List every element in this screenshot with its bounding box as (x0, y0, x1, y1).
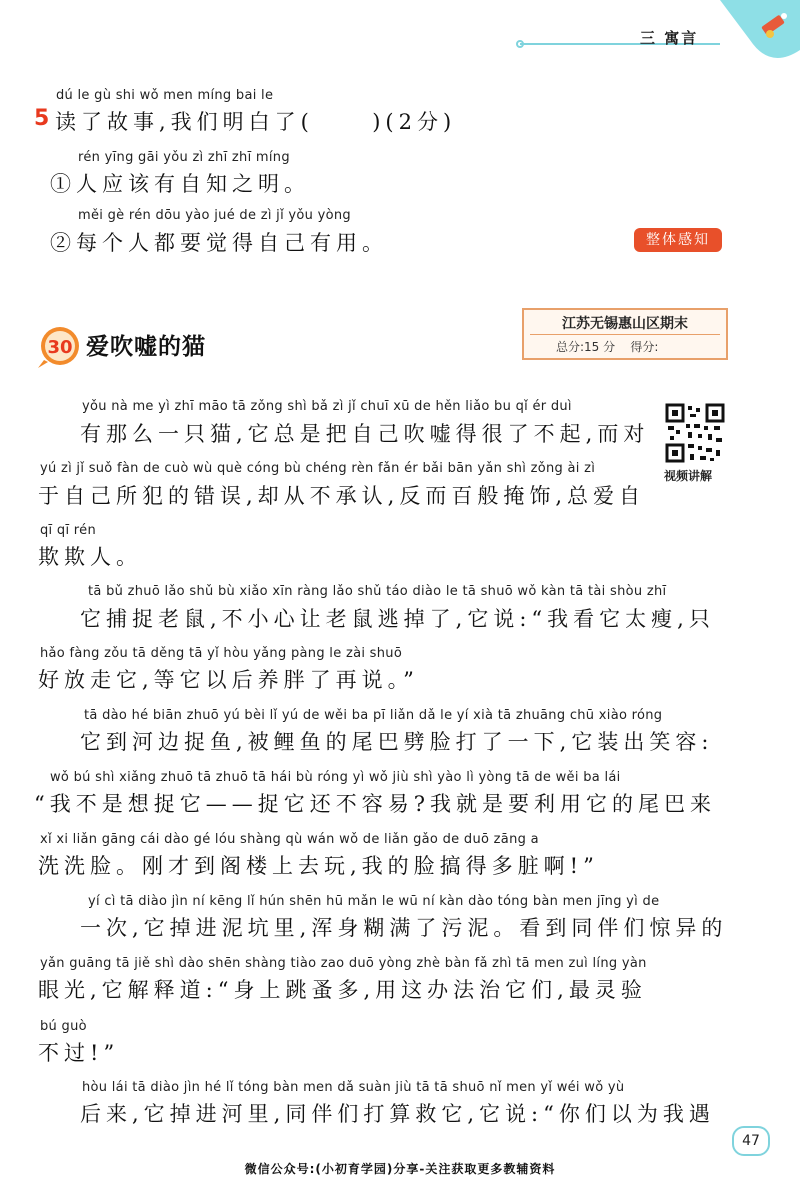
story-line-9: 一次,它掉进泥坑里,浑身糊满了污泥。看到同伴们惊异的 (80, 916, 728, 940)
exam-score-line: 总分:15 分 得分: (556, 340, 659, 354)
story-pinyin-11: bú guò (40, 1019, 87, 1034)
story-pinyin-4: tā bǔ zhuō lǎo shǔ bù xiǎo xīn ràng lǎo shǔ táo diào le tā shuō wǒ kàn tā tài shòu zhī (88, 584, 667, 599)
story-pinyin-7: wǒ bú shì xiǎng zhuō tā zhuō tā hái bù róng yì wǒ jiù shì yào lì yòng tā de wěi ba lái (50, 770, 621, 785)
q5-option1[interactable]: ①人应该有自知之明。 (50, 172, 310, 196)
story-pinyin-3: qī qī rén (40, 523, 96, 538)
unit-label: 三 寓言 (640, 29, 699, 47)
story-pinyin-8: xǐ xi liǎn gāng cái dào gé lóu shàng qù wán wǒ de liǎn gǎo de duō zāng a (40, 832, 539, 847)
story-line-4: 它捕捉老鼠,不小心让老鼠逃掉了,它说:“我看它太瘦,只 (80, 607, 715, 631)
q5-option1-pinyin: rén yīng gāi yǒu zì zhī zhī míng (78, 150, 290, 165)
question-number: 5 (34, 106, 50, 131)
q5-stem-pinyin: dú le gù shi wǒ men míng bai le (56, 88, 274, 103)
exam-divider (530, 334, 720, 335)
lesson-number: 30 (47, 337, 73, 358)
exam-info-box (522, 308, 728, 360)
story-pinyin-9: yí cì tā diào jìn ní kēng lǐ hún shēn hū mǎn le wū ní kàn dào tóng bàn men jīng yì de (88, 894, 660, 909)
story-pinyin-5: hǎo fàng zǒu tā děng tā yǐ hòu yǎng pàng le zài shuō (40, 646, 403, 661)
q5-option2[interactable]: ②每个人都要觉得自己有用。 (50, 231, 388, 255)
story-line-7: “我不是想捉它——捉它还不容易?我就是要利用它的尾巴来 (34, 792, 716, 816)
story-pinyin-12: hòu lái tā diào jìn hé lǐ tóng bàn men dǎ suàn jiù tā tā shuō nǐ men yǐ wéi wǒ yù (82, 1080, 625, 1095)
footer-text: 微信公众号:(小初育学园)分享-关注获取更多教辅资料 (244, 1162, 556, 1176)
story-pinyin-10: yǎn guāng tā jiě shì dào shēn shàng tiào zao duō yòng zhè bàn fǎ zhì tā men zuì líng yàn (40, 956, 647, 971)
qr-caption: 视频讲解 (664, 469, 713, 483)
lesson-title: 爱吹嘘的猫 (86, 334, 206, 360)
story-line-1: 有那么一只猫,它总是把自己吹嘘得很了不起,而对 (80, 422, 650, 446)
story-line-10: 眼光,它解释道:“身上跳蚤多,用这办法治它们,最灵验 (38, 978, 647, 1002)
lesson-number-badge (36, 324, 82, 370)
story-line-6: 它到河边捉鱼,被鲤鱼的尾巴劈脸打了一下,它装出笑容: (80, 730, 714, 754)
story-pinyin-6: tā dào hé biān zhuō yú bèi lǐ yú de wěi ba pī liǎn dǎ le yí xià tā zhuāng chū xiào róng (84, 708, 663, 723)
story-line-8: 洗洗脸。刚才到阁楼上去玩,我的脸搞得多脏啊!” (38, 854, 599, 878)
page-number: 47 (732, 1126, 770, 1156)
story-line-2: 于自己所犯的错误,却从不承认,反而百般掩饰,总爱自 (38, 484, 646, 508)
story-line-3: 欺欺人。 (38, 545, 142, 569)
story-line-12: 后来,它掉进河里,同伴们打算救它,它说:“你们以为我遇 (80, 1102, 715, 1126)
corner-decoration (710, 0, 800, 62)
story-pinyin-1: yǒu nà me yì zhī māo tā zǒng shì bǎ zì jǐ chuī xū de hěn liǎo bu qǐ ér duì (82, 399, 572, 414)
story-line-11: 不过!” (38, 1041, 120, 1065)
section-tag: 整体感知 (634, 228, 722, 252)
exam-source: 江苏无锡惠山区期末 (562, 316, 688, 332)
story-pinyin-2: yú zì jǐ suǒ fàn de cuò wù què cóng bù chéng rèn fǎn ér bǎi bān yǎn shì zǒng ài zì (40, 461, 596, 476)
q5-stem: 读了故事,我们明白了( )(2分) (55, 110, 457, 134)
qr-code-icon[interactable] (664, 402, 726, 464)
q5-option2-pinyin: měi gè rén dōu yào jué de zì jǐ yǒu yòng (78, 208, 351, 223)
story-line-5: 好放走它,等它以后养胖了再说。” (38, 668, 419, 692)
